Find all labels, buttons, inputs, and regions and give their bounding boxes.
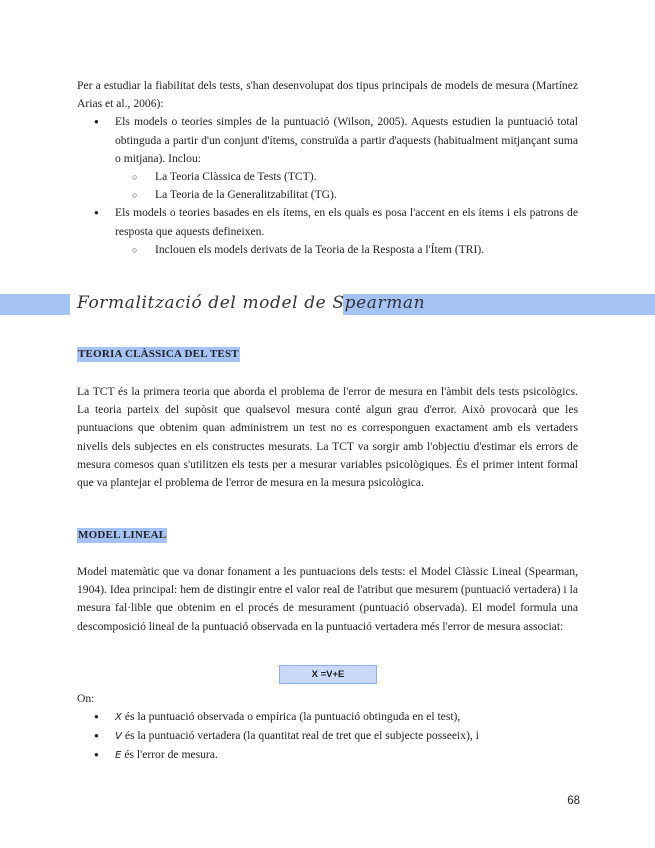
- definition-text: és la puntuació observada o empírica (la puntuació obtinguda en el test),: [124, 710, 461, 723]
- on-label: On:: [77, 692, 95, 705]
- sub-list-item: ○ La Teoria Clàssica de Tests (TCT).: [115, 168, 578, 186]
- section-heading-tct: TEORIA CLÀSSICA DEL TEST: [78, 348, 239, 360]
- intro-paragraph: Per a estudiar la fiabilitat dels tests, s'han desenvolupat dos tipus principals de models de mesura (Martínez Arias et al., 2006):: [77, 79, 578, 111]
- linear-model-paragraph: Model matemàtic que va donar fonament a les puntuacions dels tests: el Model Clàssic Lineal (Spearman, 1904). Idea principal: hem de distingir entre el valor real de l'atribut que mesurem (puntuació vertadera) i la mesura fal·lible que obtenim en el procés de mesurament (puntuació observada). El model formula una descomposició lineal de la puntuació observada en la puntuació vertadera més l'error de mesura associat:: [77, 565, 578, 633]
- page-number: 68: [567, 795, 580, 807]
- list-item: [77, 204, 578, 259]
- bullet-text: ● Els models o teories basades en els ítems, en els quals es posa l'accent en els ítems i els patrons de resposta que aquests defineixen.: [115, 206, 578, 238]
- banner-bar-left: [0, 294, 70, 315]
- bullet-text: ● Els models o teories simples de la puntuació (Wilson, 2005). Aquests estudien la puntuació total obtinguda a partir d'un conjunt d'ítems, construïda a partir d'aquests (habitualment mitjançant suma o mitjana). Inclou:: [115, 115, 578, 165]
- linear-model-section: [77, 563, 578, 636]
- symbol-e: E: [115, 750, 122, 762]
- sub-list: [115, 241, 578, 259]
- list-item: [77, 727, 578, 746]
- tct-section: [77, 383, 578, 492]
- section-heading-linear-model: MODEL LINEAL: [78, 529, 167, 541]
- tct-paragraph: La TCT és la primera teoria que aborda el problema de l'error de mesura en l'àmbit dels tests psicològics. La teoria parteix del supòsit que qualsevol mesura conté algun grau d'error. Això provocarà que les puntuacions que obtenim quan administrem un test no es corresponguen exactament amb els vertaders nivells dels subjectes en els constructes mesurats. La TCT va sorgir amb l'objectiu d'estimar els errors de mesura comesos quan s'utilitzen els tests per a mesurar variables psicològiques. És el primer intent formal que va plantejar el problema de l'error de mesura en la mesura psicològica.: [77, 385, 578, 490]
- definition-text: és la puntuació vertadera (la quantitat real de tret que el subjecte posseeix), i: [124, 729, 479, 743]
- chapter-banner: [0, 294, 655, 315]
- list-item: [77, 708, 578, 727]
- sub-list: [115, 168, 578, 204]
- list-item: [77, 113, 578, 204]
- definitions-section: [77, 708, 578, 766]
- symbol-x: X: [115, 712, 122, 723]
- sub-list-item: ○ Inclouen els models derivats de la Teoria de la Resposta a l'Ítem (TRI).: [115, 241, 578, 259]
- intro-section: [77, 77, 578, 259]
- model-types-list: [77, 113, 578, 259]
- definition-text: és l'error de mesura.: [124, 748, 218, 762]
- symbol-v: V: [115, 731, 122, 743]
- definitions-list: [77, 708, 578, 766]
- formula-box: X =V+E: [279, 665, 377, 684]
- list-item: [77, 746, 578, 765]
- banner-title: Formalització del model de Spearman: [77, 293, 426, 313]
- sub-list-item: ○ La Teoria de la Generalitzabilitat (TG).: [115, 186, 578, 204]
